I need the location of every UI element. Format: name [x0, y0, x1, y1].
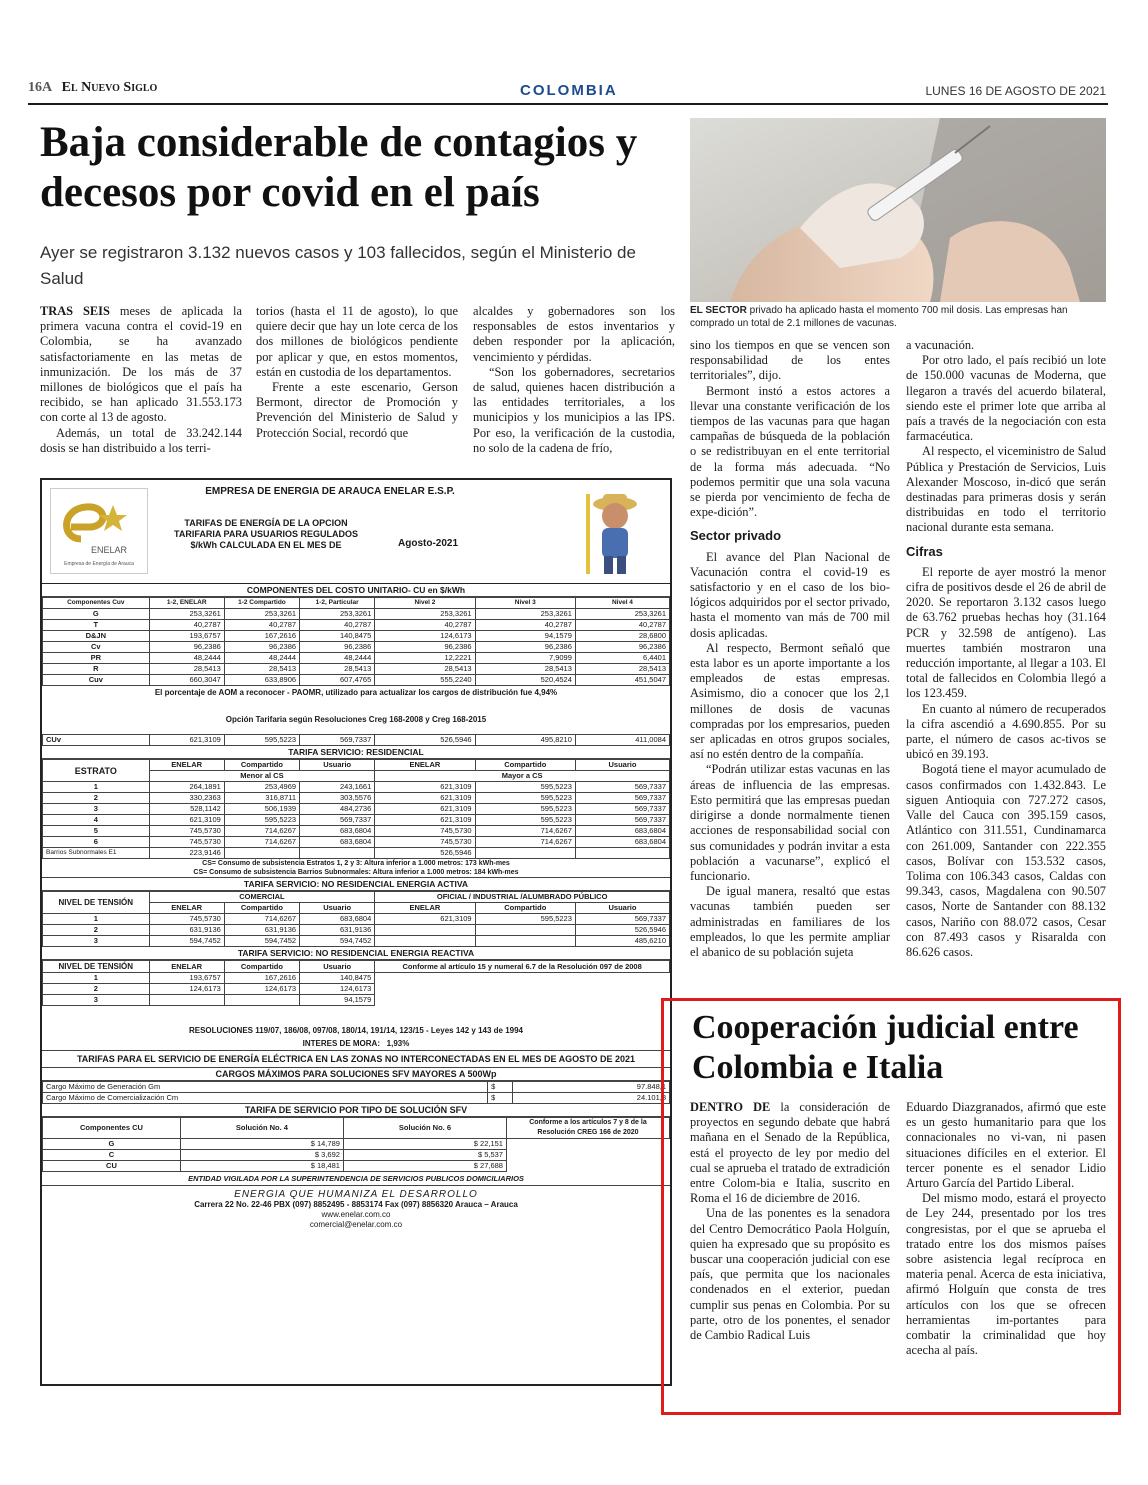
row-label: 1 [43, 914, 150, 925]
nonres-col-header: Compartido [475, 903, 575, 914]
table-cell: 124,6173 [375, 631, 475, 642]
res-col-header: Compartido [475, 760, 575, 771]
res-col-header: Usuario [575, 760, 669, 771]
table-cell: 243,1661 [300, 782, 375, 793]
ad-tables [42, 584, 670, 1230]
components-col-header: 1-2, Particular [300, 598, 375, 609]
table-cell: 621,3109 [375, 914, 475, 925]
table-cell: 48,2444 [149, 653, 224, 664]
article-subtitle: Ayer se registraron 3.132 nuevos casos y 103 fallecidos, según el Ministerio de Salud [40, 243, 636, 288]
table-cell: 96,2386 [375, 642, 475, 653]
table-cell: 621,3109 [375, 793, 475, 804]
ad-slogan: ENERGIA QUE HUMANIZA EL DESARROLLO [234, 1189, 478, 1200]
article-column-4 [690, 338, 890, 960]
table-cell [475, 936, 575, 947]
paragraph: Del mismo modo, estará el proyecto de Ley 244, presentado por los tres congresistas, por el que se aprueba el tratado entre los dos mismos países sobre asistencia legal recíproca en materia penal. Acerca de esta iniciativa, afirmó Holguín que consta de tres artículos con los que se ofrecen herramientas im-portantes para combatir la criminalidad que hoy acecha al país. [906, 1191, 1106, 1358]
sfv-row [43, 1139, 670, 1150]
paragraph: Bogotá tiene el mayor acumulado de casos confirmados con 1.432.843. Le siguen Antioquia con 727.272 casos, Valle del Cauca con 395.159 casos, Atlántico con 311.551, Cundinamarca con 261.009, Santander con 222.355 casos, Bolívar con 153.532 casos, Tolima con 106.343 casos, Caldas con 99.343, casos, Magdalena con 90.507 casos, Norte de Santander con 88.132 casos, Nariño con 88.072 casos, Cesar con 87.493 casos y Risaralda con 86.626 casos. [906, 762, 1106, 959]
table-cell: 94,1579 [475, 631, 575, 642]
table-cell: 633,8906 [224, 675, 299, 686]
barrios-row [43, 848, 670, 859]
table-cell: 745,5730 [149, 826, 224, 837]
table-cell: 253,4969 [224, 782, 299, 793]
table-cell: 253,3261 [375, 609, 475, 620]
currency-symbol: $ [488, 1093, 513, 1104]
interes-label: INTERES DE MORA: [302, 1039, 380, 1048]
residential-row [43, 793, 670, 804]
table-cell: 631,9136 [300, 925, 375, 936]
res-col-header: ENELAR [149, 760, 224, 771]
table-cell: 303,5576 [300, 793, 375, 804]
components-title: COMPONENTES DEL COSTO UNITARIO- CU en $/kWh [42, 584, 670, 597]
row-label: 1 [43, 782, 150, 793]
table-cell: 124,6173 [300, 984, 375, 995]
table-cell: 621,3109 [149, 815, 224, 826]
barrios-value: 526,5946 [375, 848, 475, 859]
nonres-col-header: Compartido [224, 903, 299, 914]
reactive-col-header: ENELAR [149, 961, 224, 973]
cargo-label: Cargo Máximo de Comercialización Cm [43, 1093, 488, 1104]
resoluciones-note: RESOLUCIONES 119/07, 186/08, 097/08, 180/14, 191/14, 123/15 - Leyes 142 y 143 de 1994 [188, 1026, 523, 1035]
aom-note: El porcentaje de AOM a reconocer - PAOMR, utilizado para actualizar los cargos de distribución fue 4,94% [154, 688, 558, 697]
paragraph: Por otro lado, el país recibió un lote de 150.000 vacunas de Moderna, que llegaron a través del acuerdo bilateral, siendo este el primer lote que arriba al país a través de la negociación con esta farmacéutica. [906, 353, 1106, 444]
cuv-value: 621,3109 [149, 735, 224, 746]
res-col-header: Compartido [224, 760, 299, 771]
components-col-header: 1-2, ENELAR [149, 598, 224, 609]
nonres-col-header: ENELAR [375, 903, 475, 914]
nonresidential-row [43, 936, 670, 947]
reactive-row [43, 973, 670, 984]
table-cell: 595,5223 [224, 815, 299, 826]
table-cell: $ 5,537 [343, 1150, 506, 1161]
paragraph: Al respecto, Bermont señaló que esta labor es un aporte importante a los empleados de estas empresas. Asimismo, dio a conocer que los 2,1 millones de dosis de vacunas compradas por los empresarios, pueden ser aplicadas en otros grupos sociales, así no estén dentro de la compañía. [690, 640, 890, 762]
components-col-header: Nivel 3 [475, 598, 575, 609]
paragraph: Una de las ponentes es la senadora del Centro Democrático Paola Holguín, quien ha expresado que su propósito es buscar una cooperación judicial con ese país, que permita que los nacionales condenados en el exterior, puedan cumplir sus penas en Colombia. Por su parte, otro de los ponentes, el senador de Cambio Radical Luis [690, 1206, 890, 1343]
row-label: R [43, 664, 150, 675]
row-label: 4 [43, 815, 150, 826]
table-cell: 28,5413 [224, 664, 299, 675]
table-cell: 28,5413 [300, 664, 375, 675]
table-cell: 555,2240 [375, 675, 475, 686]
table-cell: 96,2386 [224, 642, 299, 653]
table-cell: 28,5413 [375, 664, 475, 675]
table-cell: 506,1939 [224, 804, 299, 815]
table-cell: 683,6804 [300, 826, 375, 837]
vaccination-photo [690, 118, 1106, 302]
paragraph: la consideración de proyectos en segundo debate que habrá mañana en el Senado de la República, está el proyecto de ley por medio del cual se aprueba el tratado de extradición entre Colom-bia e Italia, suscrito en Roma el 16 de diciembre de 2016. [690, 1100, 890, 1206]
cs-note: CS= Consumo de subsistencia Estratos 1, 2 y 3: Altura inferior a 1.000 metros: 173 kWh-mes [202, 860, 510, 867]
barrios-value: 223,9146 [149, 848, 224, 859]
page-number: 16A [28, 80, 53, 95]
nivel-header: NIVEL DE TENSIÓN [43, 892, 150, 914]
row-label: T [43, 620, 150, 631]
section-heading: Sector privado [690, 528, 782, 544]
table-cell: 40,2787 [475, 620, 575, 631]
components-row [43, 642, 670, 653]
table-cell: 595,5223 [475, 804, 575, 815]
paragraph: El avance del Plan Nacional de Vacunación contra el covid-19 es satisfactorio y en el caso de los bio-lógicos adquiridos por el sector privado, hasta el momento van más de 700 mil dosis aplicadas. [690, 549, 890, 640]
cuv-value: 526,5946 [375, 735, 475, 746]
paragraph: “Podrán utilizar estas vacunas en las áreas de influencia de las empresas. Esto permitirá que las empresas puedan dirigirse a donde normalmente tienen acciones de responsabilidad social con sus comunidades y podrán invitar a esta población a vacunarse”, explicó el funcionario. [690, 762, 890, 883]
section-label: COLOMBIA [520, 82, 618, 99]
cuv-row [43, 735, 670, 746]
table-cell: 595,5223 [475, 793, 575, 804]
enelar-tariff-advertisement [40, 478, 672, 1386]
components-col-header: Componentes Cuv [43, 598, 150, 609]
article-column-3 [473, 304, 675, 456]
header-rule [28, 103, 1108, 105]
enelar-logo-icon [51, 489, 147, 573]
table-cell: 40,2787 [575, 620, 669, 631]
sfv-col-header: Componentes CU [43, 1118, 181, 1139]
table-cell: 660,3047 [149, 675, 224, 686]
cargo-value: 24.101,8 [513, 1093, 670, 1104]
table-cell: 193,6757 [149, 631, 224, 642]
zni-title: TARIFAS PARA EL SERVICIO DE ENERGÍA ELÉCTRICA EN LAS ZONAS NO INTERCONECTADAS EN EL MES DE AGOSTO DE 2021 [42, 1050, 670, 1068]
cuv-value: 411,0084 [575, 735, 669, 746]
cuv-value: 595,5223 [224, 735, 299, 746]
paragraph: De igual manera, resaltó que estas vacunas también pueden ser administradas en familiares de los empleados, lo que les permite ampliar el abanico de su población sujeta [690, 884, 890, 959]
table-cell: 683,6804 [575, 837, 669, 848]
components-col-header: 1-2 Compartido [224, 598, 299, 609]
table-cell: 520,4524 [475, 675, 575, 686]
table-cell: 594,7452 [224, 936, 299, 947]
row-label: 6 [43, 837, 150, 848]
residential-row [43, 837, 670, 848]
table-cell: 96,2386 [475, 642, 575, 653]
table-cell: 28,6800 [575, 631, 669, 642]
components-row [43, 675, 670, 686]
table-cell: 330,2363 [149, 793, 224, 804]
table-cell: 594,7452 [149, 936, 224, 947]
paragraph: a vacunación. [906, 338, 975, 352]
cargos-table [42, 1081, 670, 1104]
table-cell: 140,8475 [300, 973, 375, 984]
table-cell: 683,6804 [300, 914, 375, 925]
table-cell: 40,2787 [375, 620, 475, 631]
table-cell: 607,4765 [300, 675, 375, 686]
residential-table [42, 759, 670, 859]
components-col-header: Nivel 4 [575, 598, 669, 609]
table-cell: 264,1891 [149, 782, 224, 793]
section-heading: Cifras [906, 543, 943, 559]
table-cell: 253,3261 [224, 609, 299, 620]
row-label: CU [43, 1161, 181, 1172]
table-cell: 745,5730 [375, 826, 475, 837]
table-cell [375, 925, 475, 936]
newspaper-name: El Nuevo Siglo [61, 80, 158, 95]
table-cell: 595,5223 [475, 815, 575, 826]
table-cell: 485,6210 [575, 936, 669, 947]
mayor-cs-header: Mayor a CS [375, 771, 670, 782]
boxed-lead: DENTRO DE [690, 1100, 771, 1114]
table-cell: 526,5946 [575, 925, 669, 936]
table-cell: 28,5413 [475, 664, 575, 675]
table-cell: 631,9136 [149, 925, 224, 936]
table-cell: 40,2787 [149, 620, 224, 631]
reactive-row [43, 995, 670, 1006]
table-cell: 253,3261 [475, 609, 575, 620]
row-label: G [43, 1139, 181, 1150]
table-cell: 569,7337 [575, 815, 669, 826]
row-label: 3 [43, 804, 150, 815]
cargo-gen-row [43, 1082, 670, 1093]
mascot-illustration [570, 484, 660, 580]
paragraph: El reporte de ayer mostró la menor cifra de positivos desde el 26 de abril de 2020. Se reportaron 3.132 casos luego de 63.762 pruebas hechas hoy (31.164 PCR y 32.598 de antígeno). Las muertes también mostraron una reducción importante, al llegar a 103. El total de fallecidos en Colombia llegó a los 123.459. [906, 564, 1106, 701]
article-title: Baja considerable de contagios y decesos por covid en el país [40, 119, 638, 216]
table-cell: $ 27,688 [343, 1161, 506, 1172]
row-label: 3 [43, 995, 150, 1006]
residential-row [43, 815, 670, 826]
table-cell [149, 995, 224, 1006]
sfv-note-text: Conforme a los artículos 7 y 8 de la Resolución CREG 166 de 2020 [529, 1119, 647, 1136]
components-row [43, 620, 670, 631]
comercial-header: COMERCIAL [149, 892, 375, 903]
ad-website: www.enelar.com.co [321, 1210, 391, 1219]
components-row [43, 653, 670, 664]
table-cell: 124,6173 [224, 984, 299, 995]
boxed-column-1 [690, 1100, 890, 1343]
opcion-note: Opción Tarifaria según Resoluciones Creg 168-2008 y Creg 168-2015 [225, 715, 487, 724]
table-cell: 569,7337 [300, 815, 375, 826]
ad-company-name: EMPRESA DE ENERGIA DE ARAUCA ENELAR E.S.P. [205, 486, 455, 497]
menor-cs-header: Menor al CS [149, 771, 375, 782]
table-cell: 48,2444 [300, 653, 375, 664]
row-label: 5 [43, 826, 150, 837]
nonresidential-row [43, 914, 670, 925]
vigilada-note: ENTIDAD VIGILADA POR LA SUPERINTENDENCIA DE SERVICIOS PUBLICOS DOMICILIARIOS [42, 1172, 670, 1186]
reactive-table [42, 960, 670, 1006]
caption-lead: EL SECTOR [690, 305, 747, 316]
nonres-title: TARIFA SERVICIO: NO RESIDENCIAL ENERGIA ACTIVA [42, 877, 670, 891]
sfv-row [43, 1161, 670, 1172]
table-cell: 569,7337 [575, 782, 669, 793]
table-cell: 569,7337 [575, 914, 669, 925]
logo-subtext: Empresa de Energía de Arauca [64, 561, 134, 567]
cargo-com-row [43, 1093, 670, 1104]
cuv-value: 495,8210 [475, 735, 575, 746]
table-cell: 484,2736 [300, 804, 375, 815]
currency-symbol: $ [488, 1082, 513, 1093]
nonres-col-header: Usuario [575, 903, 669, 914]
sfv-col-header: Solución No. 4 [180, 1118, 343, 1139]
row-label: Cv [43, 642, 150, 653]
components-row [43, 631, 670, 642]
res-col-header: ENELAR [375, 760, 475, 771]
reactive-title: TARIFA SERVICIO: NO RESIDENCIAL ENERGIA REACTIVA [42, 947, 670, 960]
table-cell: 595,5223 [475, 914, 575, 925]
table-cell: 714,6267 [224, 837, 299, 848]
table-cell: 48,2444 [224, 653, 299, 664]
cargos-title: CARGOS MÁXIMOS PARA SOLUCIONES SFV MAYORES A 500Wp [42, 1068, 670, 1081]
table-cell: $ 3,692 [180, 1150, 343, 1161]
ad-email: comercial@enelar.com.co [309, 1220, 403, 1229]
table-cell: 40,2787 [300, 620, 375, 631]
nonres-col-header: ENELAR [149, 903, 224, 914]
sfv-row [43, 1150, 670, 1161]
table-cell: 714,6267 [475, 837, 575, 848]
row-label: 1 [43, 973, 150, 984]
components-row [43, 609, 670, 620]
components-col-header: Nivel 2 [375, 598, 475, 609]
table-cell: $ 18,481 [180, 1161, 343, 1172]
sfv-note [506, 1118, 669, 1139]
table-cell: $ 14,789 [180, 1139, 343, 1150]
row-label: 2 [43, 925, 150, 936]
photo-caption [690, 304, 1106, 330]
ad-tariffs-title: TARIFAS DE ENERGÍA DE LA OPCION TARIFARIA PARA USUARIOS REGULADOS $/kWh CALCULADA EN EL MES DE [173, 518, 358, 550]
row-label: Cuv [43, 675, 150, 686]
paragraph: sino los tiempos en que se vencen son responsabilidad de los entes territoriales”, dijo. [690, 338, 890, 383]
paragraph: Frente a este escenario, Gerson Bermont, director de Promoción y Prevención del Ministerio de Salud y Protección Social, recordó que [256, 380, 458, 440]
interes-mora [42, 1037, 670, 1050]
residential-row [43, 804, 670, 815]
paragraph: “Son los gobernadores, secretarios de salud, quienes hacen distribución a las entidades territoriales, a los municipios y los municipios a las IPS. Por eso, la verificación de la custodia, no solo de la cadena de frío, [473, 364, 675, 455]
cuv-value: 569,7337 [300, 735, 375, 746]
table-cell: 621,3109 [375, 782, 475, 793]
cuv-table [42, 734, 670, 746]
sfv-col-header: Solución No. 6 [343, 1118, 506, 1139]
table-cell: 40,2787 [224, 620, 299, 631]
table-cell: 167,2616 [224, 973, 299, 984]
table-cell: 316,8711 [224, 793, 299, 804]
ad-address: Carrera 22 No. 22-46 PBX (097) 8852495 - 8853174 Fax (097) 8856320 Arauca – Arauca [194, 1200, 518, 1209]
row-label: 3 [43, 936, 150, 947]
table-cell: 6,4401 [575, 653, 669, 664]
table-cell: 714,6267 [224, 914, 299, 925]
paragraph: En cuanto al número de recuperados la cifra ascendió a 4.690.855. Por su parte, el número de casos ac-tivos se ubicó en 39.193. [906, 701, 1106, 762]
reactive-col-header: Usuario [300, 961, 375, 973]
table-cell: 96,2386 [575, 642, 669, 653]
table-cell: 253,3261 [149, 609, 224, 620]
table-cell: 28,5413 [575, 664, 669, 675]
table-cell: 94,1579 [300, 995, 375, 1006]
table-cell: 621,3109 [375, 815, 475, 826]
enelar-logo [50, 488, 148, 574]
table-cell: 140,8475 [300, 631, 375, 642]
table-cell: 631,9136 [224, 925, 299, 936]
logo-text: ENELAR [90, 545, 128, 555]
mascot-icon [570, 484, 660, 580]
sfv-table [42, 1117, 670, 1172]
nonresidential-row [43, 925, 670, 936]
table-cell: 167,2616 [224, 631, 299, 642]
table-cell: 7,9099 [475, 653, 575, 664]
table-cell: 714,6267 [224, 826, 299, 837]
res-col-header: Usuario [300, 760, 375, 771]
nonresidential-table [42, 891, 670, 947]
table-cell: 253,3261 [300, 609, 375, 620]
sfv-title: TARIFA DE SERVICIO POR TIPO DE SOLUCIÓN SFV [42, 1104, 670, 1117]
boxed-article-title: Cooperación judicial entre Colombia e Italia [692, 1009, 1079, 1086]
reactive-note [375, 961, 670, 973]
residential-title: TARIFA SERVICIO: RESIDENCIAL [42, 746, 670, 759]
issue-date: LUNES 16 DE AGOSTO DE 2021 [925, 84, 1106, 98]
table-cell: 96,2386 [300, 642, 375, 653]
reactive-row [43, 984, 670, 995]
residential-row [43, 782, 670, 793]
table-cell: 451,5047 [575, 675, 669, 686]
article-column-5 [906, 338, 1106, 960]
table-cell: 745,5730 [375, 837, 475, 848]
table-cell: 683,6804 [300, 837, 375, 848]
components-header-row [43, 598, 670, 609]
table-cell [375, 936, 475, 947]
article-column-1 [40, 304, 242, 456]
row-label: 2 [43, 984, 150, 995]
article-lead: TRAS SEIS [40, 304, 110, 318]
table-cell: 193,6757 [149, 973, 224, 984]
paragraph: alcaldes y gobernadores son los responsables de estos inventarios y deben responder por la aplicación, vencimiento y pérdidas. [473, 304, 675, 364]
table-cell [475, 925, 575, 936]
residential-row [43, 826, 670, 837]
components-row [43, 664, 670, 675]
table-cell: 745,5730 [149, 914, 224, 925]
nonres-col-header: Usuario [300, 903, 375, 914]
paragraph: Al respecto, el viceministro de Salud Pública y Prestación de Servicios, Luis Alexander Moscoso, in-dicó que serán destinadas para primeras dosis y serán distribuidas en todo el territorio nacional durante esta semana. [906, 444, 1106, 535]
components-table [42, 597, 670, 686]
row-label: G [43, 609, 150, 620]
table-cell: 96,2386 [149, 642, 224, 653]
oficial-header: OFICIAL / INDUSTRIAL /ALUMBRADO PÚBLICO [375, 892, 670, 903]
paragraph: Eduardo Diazgranados, afirmó que este es un gesto humanitario para que los connacionales no vi-van, ni pasen situaciones difíciles en el exterior. El tercer ponente es el senador Lidio Arturo García del Partido Liberal. [906, 1100, 1106, 1191]
cuv-label: CUv [43, 735, 150, 746]
barrios-label: Barrios Subnormales E1 [43, 848, 150, 859]
boxed-column-2 [906, 1100, 1106, 1358]
cargo-label: Cargo Máximo de Generación Gm [43, 1082, 488, 1093]
row-label: C [43, 1150, 181, 1161]
table-cell: 594,7452 [300, 936, 375, 947]
table-cell: 253,3261 [575, 609, 669, 620]
row-label: PR [43, 653, 150, 664]
article-column-2 [256, 304, 458, 441]
masthead [28, 80, 157, 96]
table-cell: 569,7337 [575, 804, 669, 815]
ad-month: Agosto-2021 [398, 538, 459, 549]
ad-header [42, 480, 670, 584]
table-cell: 595,5223 [475, 782, 575, 793]
table-cell: 714,6267 [475, 826, 575, 837]
cs-note: CS= Consumo de subsistencia Barrios Subnormales: Altura inferior a 1.000 metros: 184 kWh-mes [193, 869, 519, 876]
table-cell: 28,5413 [149, 664, 224, 675]
table-cell: 745,5730 [149, 837, 224, 848]
nivel-header: NIVEL DE TENSIÓN [43, 961, 150, 973]
table-cell: 528,1142 [149, 804, 224, 815]
reactive-note-text: Conforme al artículo 15 y numeral 6.7 de la Resolución 097 de 2008 [402, 962, 642, 971]
table-cell [224, 995, 299, 1006]
table-cell: 621,3109 [375, 804, 475, 815]
table-cell: 569,7337 [575, 793, 669, 804]
table-cell: 683,6804 [575, 826, 669, 837]
table-cell: $ 22,151 [343, 1139, 506, 1150]
cargo-value: 97.848,1 [513, 1082, 670, 1093]
paragraph: Además, un total de 33.242.144 dosis se han distribuido a los terri- [40, 425, 242, 455]
paragraph: Bermont instó a estos actores a llevar una constante verificación de los tiempos de las vacunas para que hagan campañas de búsqueda de la población o se redistribuyan en el ente territorial de la forma más adecuada. “No podemos permitir que una sola vacuna se pierda por vencimiento de fecha de expe-dición”. [690, 383, 890, 520]
paragraph: meses de aplicada la primera vacuna contra el covid-19 en Colombia, se ha avanzado satisfactoriamente en las metas de inmunización. De los más de 37 millones de biológicos que el país ha recibido, se han aplicado 31.553.173 con corte al 13 de agosto. [40, 304, 242, 425]
caption-text: privado ha aplicado hasta el momento 700 mil dosis. Las empresas han comprado un total de 2.1 millones de vacunas. [690, 305, 1068, 329]
table-cell: 12,2221 [375, 653, 475, 664]
interes-value: 1,93% [386, 1039, 410, 1048]
row-label: 2 [43, 793, 150, 804]
row-label: D&JN [43, 631, 150, 642]
estrato-header: ESTRATO [43, 760, 150, 782]
table-cell: 124,6173 [149, 984, 224, 995]
reactive-col-header: Compartido [224, 961, 299, 973]
vaccine-injection-image [690, 118, 1106, 302]
paragraph: torios (hasta el 11 de agosto), lo que quiere decir que hay un lote cerca de los dos millones de biológicos pendiente por aplicar y que, en estos momentos, están en custodia de los departamentos. [256, 304, 458, 379]
